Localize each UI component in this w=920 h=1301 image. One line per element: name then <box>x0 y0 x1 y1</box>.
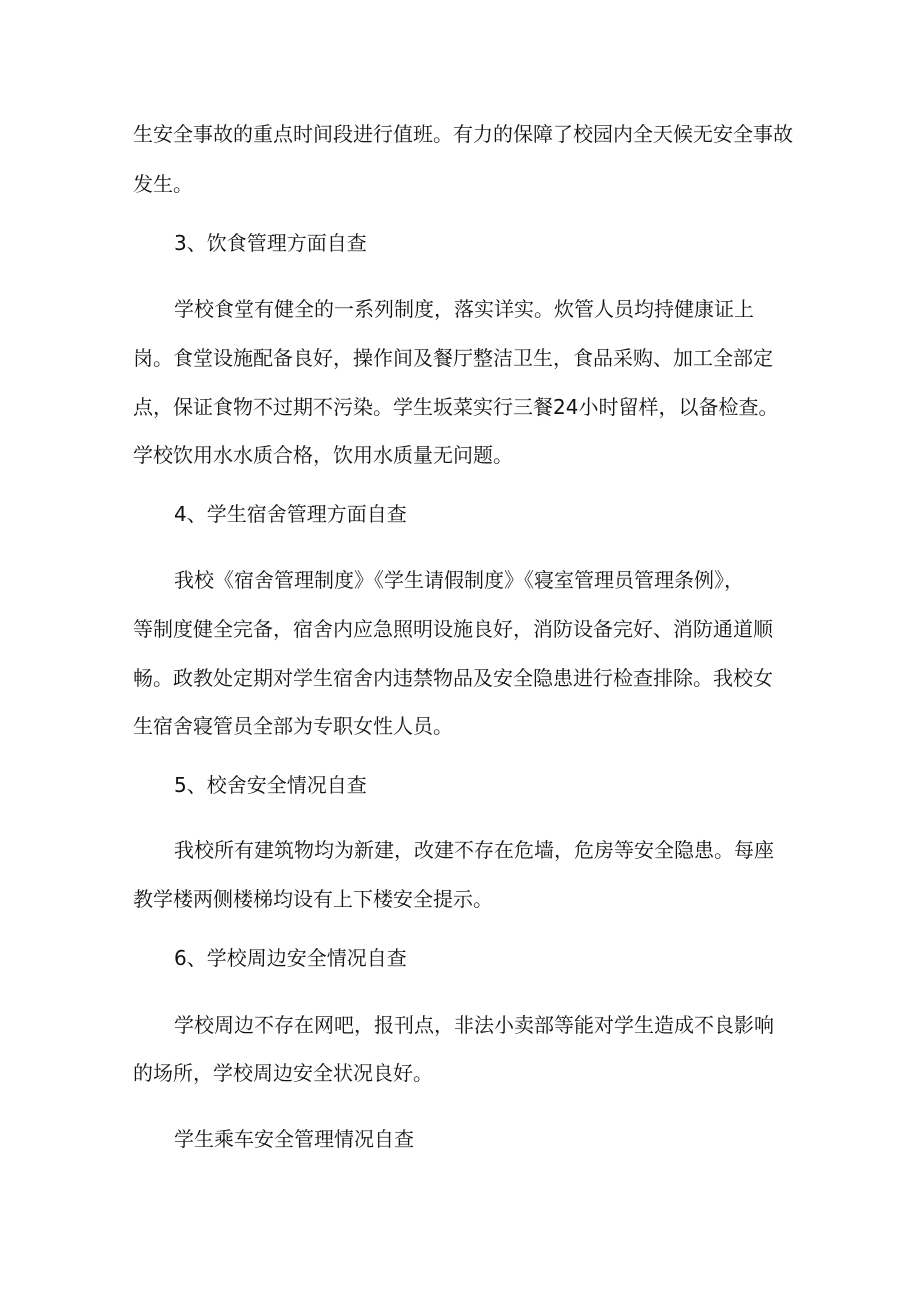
paragraph-line: 畅。政教处定期对学生宿舍内违禁物品及安全隐患进行检查排除。我校女 <box>133 666 773 690</box>
section-heading: 学生乘车安全管理情况自查 <box>174 1127 414 1151</box>
paragraph-line: 教学楼两侧楼梯均设有上下楼安全提示。 <box>133 887 493 911</box>
paragraph-line: 等制度健全完备，宿舍内应急照明设施良好，消防设备完好、消防通道顺 <box>133 617 773 641</box>
paragraph-line: 的场所，学校周边安全状况良好。 <box>133 1061 433 1085</box>
paragraph-line: 学校食堂有健全的一系列制度，落实详实。炊管人员均持健康证上 <box>174 297 754 321</box>
section-heading: 4、学生宿舍管理方面自查 <box>174 502 407 526</box>
paragraph-line: 生安全事故的重点时间段进行值班。有力的保障了校园内全天候无安全事故 <box>133 122 793 146</box>
paragraph-line: 点，保证食物不过期不污染。学生坂菜实行三餐24小时留样，以备检查。 <box>133 395 779 419</box>
paragraph-line: 学校周边不存在网吧，报刊点，非法小卖部等能对学生造成不良影响 <box>174 1013 774 1037</box>
section-heading: 3、饮食管理方面自查 <box>174 231 367 255</box>
section-heading: 6、学校周边安全情况自查 <box>174 946 407 970</box>
paragraph-line: 我校所有建筑物均为新建，改建不存在危墙，危房等安全隐患。每座 <box>174 838 774 862</box>
section-heading: 5、校舍安全情况自查 <box>174 773 367 797</box>
paragraph-line: 生宿舍寝管员全部为专职女性人员。 <box>133 714 453 738</box>
paragraph-line: 岗。食堂设施配备良好，操作间及餐厅整洁卫生，食品采购、加工全部定 <box>133 346 773 370</box>
paragraph-line: 我校《宿舍管理制度》《学生请假制度》《寝室管理员管理条例》， <box>174 568 744 592</box>
paragraph-line: 发生。 <box>133 172 193 196</box>
paragraph-line: 学校饮用水水质合格，饮用水质量无问题。 <box>133 443 513 467</box>
